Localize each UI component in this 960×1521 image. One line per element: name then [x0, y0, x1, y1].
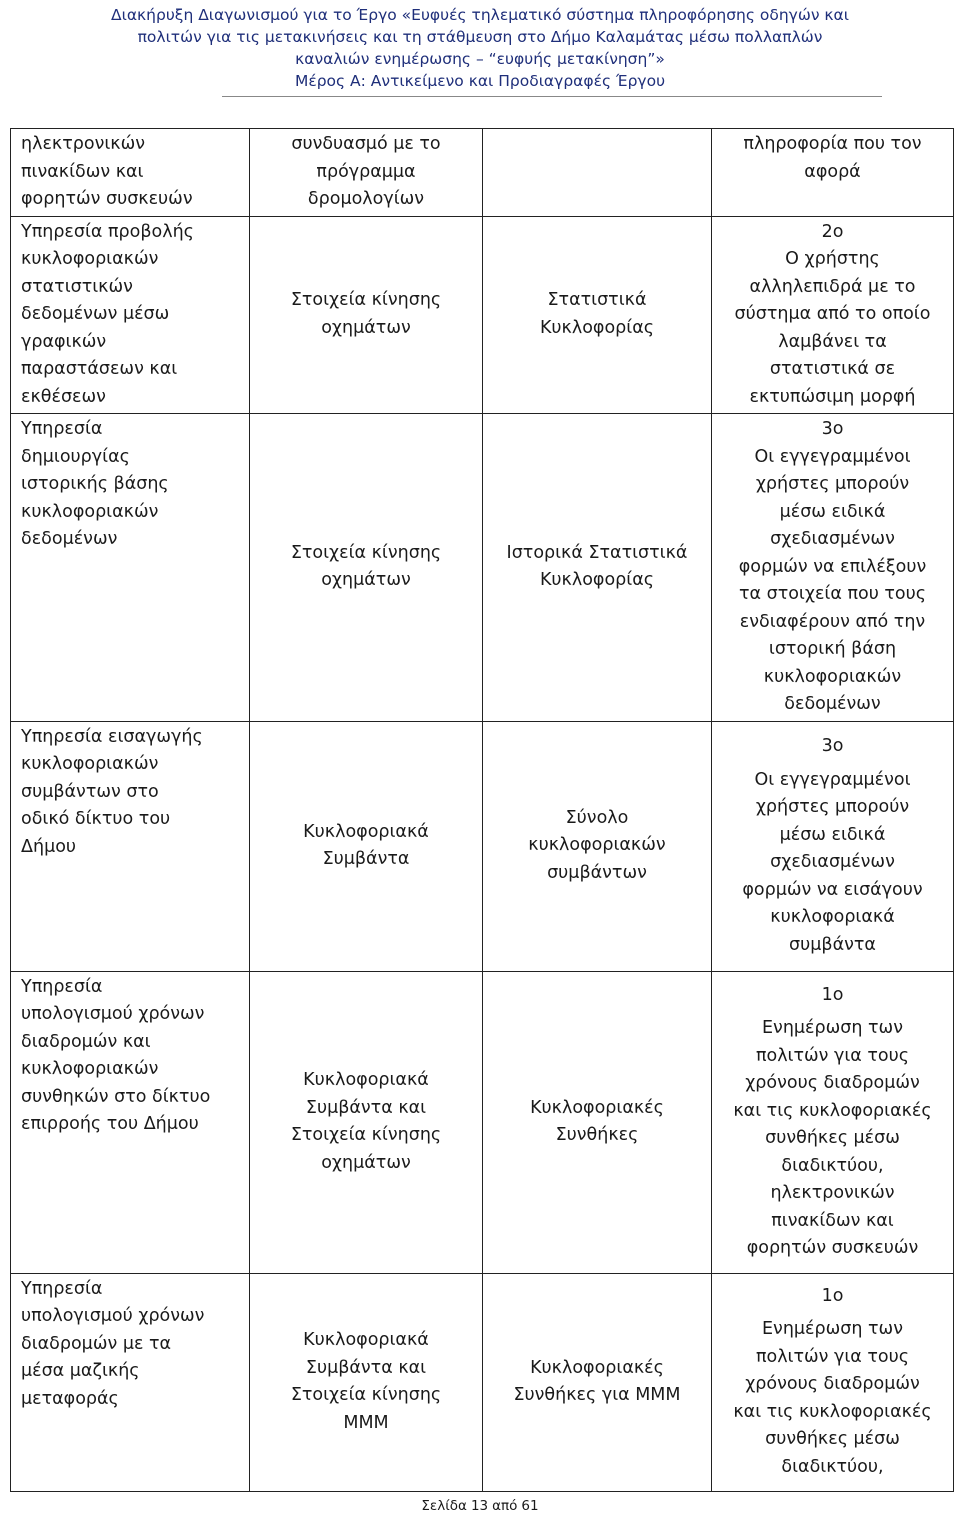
data-line: οχημάτων [321, 317, 411, 338]
desc-line: σχεδιασμένων [770, 529, 895, 549]
desc-line: διαδικτύου, [781, 1456, 884, 1477]
data-line: Στοιχεία κίνησης [290, 1125, 442, 1145]
data-line: Στοιχεία κίνησης [290, 1385, 442, 1405]
desc-line: μέσω ειδικά [779, 501, 886, 522]
service-line: εκθέσεων [21, 386, 106, 407]
desc-line: χρόνους διαδρομών [745, 1374, 920, 1395]
header-line-2: πολιτών για τις μετακινήσεις και τη στάθμευση στο Δήμο Καλαμάτας μέσω πολλαπλών [137, 28, 823, 46]
input-data-cell [250, 216, 483, 414]
desc-line: πληροφορία που τον [743, 134, 922, 154]
service-line: ιστορικής βάσης [21, 474, 169, 494]
output-cell [483, 1273, 712, 1491]
service-line: δεδομένων [21, 529, 118, 549]
data-line: δρομολογίων [307, 189, 425, 209]
data-line: Κυκλοφοριακά [303, 1070, 429, 1090]
desc-line: εκτυπώσιμη μορφή [749, 386, 916, 407]
output-cell [483, 971, 712, 1273]
data-line: Συμβάντα και [305, 1357, 427, 1378]
desc-line: συμβάντα [789, 934, 876, 955]
desc-line: φορμών να επιλέξουν [738, 556, 927, 577]
desc-line: χρήστες μπορούν [755, 474, 910, 494]
service-line: υπολογισμού χρόνων [21, 1004, 205, 1024]
output-line: κυκλοφοριακών [528, 835, 666, 856]
output-line: Κυκλοφορίας [539, 570, 655, 591]
desc-line: δεδομένων [784, 694, 881, 714]
service-line: Δήμου [21, 836, 77, 857]
output-line: συμβάντων [547, 862, 647, 883]
service-line: παραστάσεων και [21, 359, 178, 379]
header-divider [222, 96, 882, 97]
service-line: κυκλοφοριακών [21, 249, 159, 269]
data-line: συνδυασμό με το [291, 134, 441, 154]
priority-label: 2ο [821, 221, 844, 242]
desc-line: συνθήκες μέσω [765, 1128, 900, 1148]
service-line: στατιστικών [21, 276, 133, 297]
service-cell [11, 1273, 250, 1491]
data-line: Στοιχεία κίνησης [290, 290, 442, 311]
service-line: μεταφοράς [21, 1388, 119, 1409]
service-line: φορητών συσκευών [21, 189, 193, 209]
table-row [11, 414, 954, 722]
output-line: Κυκλοφοριακές [530, 1357, 664, 1378]
output-line: Κυκλοφοριακές [530, 1097, 664, 1118]
output-cell [483, 721, 712, 971]
service-line: Υπηρεσία [21, 1278, 103, 1299]
data-line: Συμβάντα και [305, 1097, 427, 1118]
description-cell [712, 216, 954, 414]
data-line: Κυκλοφοριακά [303, 1330, 429, 1350]
page-total: 61 [521, 1498, 539, 1514]
data-line: Κυκλοφοριακά [303, 821, 429, 842]
output-line: Συνθήκες [555, 1125, 639, 1145]
page-number: 13 [470, 1498, 489, 1514]
desc-line: λαμβάνει τα [778, 331, 887, 352]
priority-label: 3ο [821, 419, 844, 439]
desc-line: Ενημέρωση των [762, 1319, 903, 1340]
desc-line: σύστημα από το οποίο [734, 304, 931, 324]
service-line: επιρροής του Δήμου [21, 1114, 199, 1134]
desc-line: διαδικτύου, [781, 1155, 884, 1176]
desc-line: ενδιαφέρουν από την [739, 611, 926, 632]
desc-line: μέσω ειδικά [779, 824, 886, 845]
output-line: Ιστορικά Στατιστικά [506, 542, 688, 563]
desc-line: αλληλεπιδρά με το [749, 276, 916, 297]
service-line: πινακίδων και [21, 161, 144, 182]
service-cell [11, 129, 250, 217]
service-line: Υπηρεσία εισαγωγής [21, 726, 203, 747]
output-line: Συνθήκες για ΜΜΜ [513, 1385, 681, 1405]
desc-line: αφορά [804, 161, 861, 182]
desc-line: στατιστικά σε [769, 359, 896, 379]
desc-line: κυκλοφοριακών [763, 666, 902, 687]
service-line: κυκλοφοριακών [21, 1059, 159, 1079]
service-line: δεδομένων μέσω [21, 304, 170, 324]
service-line: διαδρομών και [21, 1031, 151, 1052]
input-data-cell [250, 971, 483, 1273]
desc-line: φορητών συσκευών [746, 1238, 919, 1258]
desc-line: Οι εγγεγραμμένοι [754, 446, 911, 467]
desc-line: πολιτών για τους [755, 1346, 910, 1367]
description-cell [712, 129, 954, 217]
input-data-cell [250, 1273, 483, 1491]
priority-label: 1ο [821, 984, 844, 1005]
desc-line: φορμών να εισάγουν [742, 879, 923, 900]
output-cell [483, 216, 712, 414]
output-line: Σύνολο [565, 807, 629, 828]
output-line: Στατιστικά [547, 290, 647, 311]
table-row [11, 971, 954, 1273]
input-data-cell [250, 129, 483, 217]
table-row [11, 216, 954, 414]
desc-line: τα στοιχεία που τους [738, 584, 927, 604]
service-line: συνθηκών στο δίκτυο [21, 1086, 211, 1107]
input-data-cell [250, 721, 483, 971]
service-line: Υπηρεσία [21, 976, 103, 997]
service-cell [11, 414, 250, 722]
priority-label: 1ο [821, 1285, 844, 1306]
service-line: κυκλοφοριακών [21, 754, 159, 774]
page-label: Σελίδα [421, 1498, 467, 1514]
desc-line: ιστορική βάση [768, 639, 897, 659]
data-line: οχημάτων [321, 570, 411, 591]
document-header [0, 4, 960, 92]
output-line: Κυκλοφορίας [539, 317, 655, 338]
desc-line: Οι εγγεγραμμένοι [754, 769, 911, 790]
priority-label: 3ο [821, 736, 844, 756]
service-cell [11, 721, 250, 971]
desc-line: Ενημέρωση των [762, 1018, 903, 1038]
desc-line: χρόνους διαδρομών [745, 1073, 920, 1093]
service-line: μέσα μαζικής [21, 1361, 140, 1381]
service-line: γραφικών [21, 331, 107, 352]
page-footer [0, 1498, 960, 1514]
service-line: συμβάντων στο [21, 781, 159, 802]
service-cell [11, 216, 250, 414]
services-table [10, 128, 954, 1492]
output-cell [483, 414, 712, 722]
description-cell [712, 971, 954, 1273]
service-line: κυκλοφοριακών [21, 501, 159, 522]
data-line: πρόγραμμα [316, 161, 416, 182]
of-label: από [492, 1498, 518, 1514]
service-cell [11, 971, 250, 1273]
desc-line: συνθήκες μέσω [765, 1429, 900, 1450]
data-line: οχημάτων [321, 1152, 411, 1173]
header-line-3: καναλιών ενημέρωσης – “ευφυής μετακίνηση”» [295, 50, 665, 68]
table-row [11, 129, 954, 217]
description-cell [712, 414, 954, 722]
service-line: υπολογισμού χρόνων [21, 1306, 205, 1326]
service-line: δημιουργίας [21, 446, 130, 467]
output-cell [483, 129, 712, 217]
input-data-cell [250, 414, 483, 722]
description-cell [712, 721, 954, 971]
desc-line: ηλεκτρονικών [770, 1183, 895, 1203]
service-line: ηλεκτρονικών [21, 134, 146, 154]
service-line: διαδρομών με τα [21, 1333, 172, 1354]
service-line: οδικό δίκτυο του [21, 809, 171, 829]
desc-line: πολιτών για τους [755, 1045, 910, 1066]
desc-line: και τις κυκλοφοριακές [733, 1100, 932, 1121]
services-table-body [11, 129, 954, 1492]
desc-line: Ο χρήστης [785, 249, 880, 269]
desc-line: και τις κυκλοφοριακές [733, 1401, 932, 1422]
table-row [11, 721, 954, 971]
desc-line: πινακίδων και [771, 1210, 894, 1231]
data-line: Συμβάντα [322, 849, 410, 869]
service-line: Υπηρεσία [21, 419, 103, 439]
desc-line: κυκλοφοριακά [770, 907, 895, 927]
table-row [11, 1273, 954, 1491]
data-line: ΜΜΜ [343, 1412, 389, 1433]
header-part-title: Μέρος Α: Αντικείμενο και Προδιαγραφές Έργου [294, 72, 666, 90]
desc-line: χρήστες μπορούν [755, 797, 910, 817]
data-line: Στοιχεία κίνησης [290, 542, 442, 563]
header-line-1: Διακήρυξη Διαγωνισμού για το Έργο «Ευφυές τηλεματικό σύστημα πληροφόρησης οδηγών και [110, 6, 850, 24]
desc-line: σχεδιασμένων [770, 852, 895, 872]
service-line: Υπηρεσία προβολής [21, 221, 194, 242]
description-cell [712, 1273, 954, 1491]
